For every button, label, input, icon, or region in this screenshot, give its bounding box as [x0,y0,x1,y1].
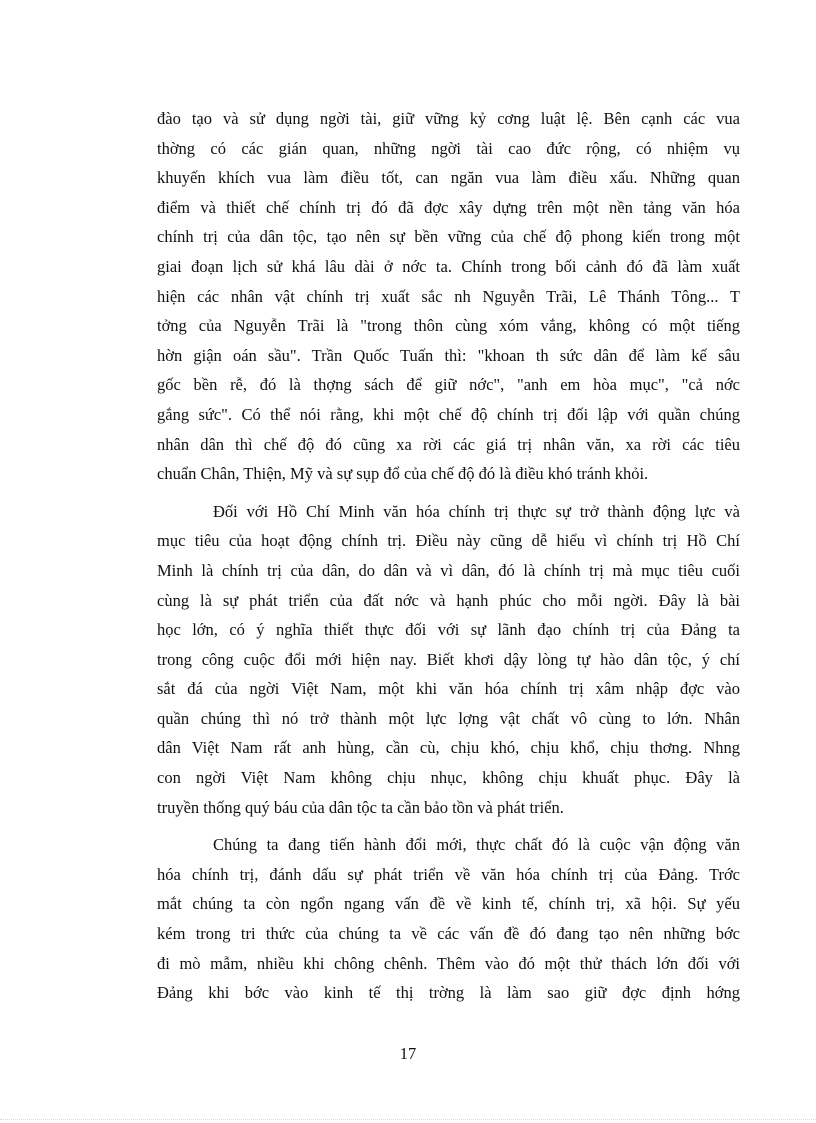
text-line: đào tạo và sử dụng ngời tài, giữ vững kỷ cơng luật lệ. Bên cạnh các vua [157,109,740,128]
text-line: giai đoạn lịch sử khá lâu dài ở nớc ta. Chính trong bối cảnh đó đã làm xuất [157,256,740,276]
text-line: kém trong tri thức của chúng ta về các vấn đề đó đang tạo nên những bớc [157,924,740,944]
text-line: nhân dân thì chế độ đó cũng xa rời các giá trị nhân văn, xa rời các tiêu [157,434,740,454]
text-line: dân Việt Nam rất anh hùng, cần cù, chịu khó, chịu khổ, chịu thơng. Nhng [157,738,740,758]
page-bottom-rule [0,1119,816,1120]
text-line: Minh là chính trị của dân, do dân và vì dân, đó là chính trị mà mục tiêu cuối [157,560,740,580]
text-line: đi mò mẫm, nhiều khi chông chênh. Thêm vào đó một thử thách lớn đối với [157,953,740,973]
text-line: chuẩn Chân, Thiện, Mỹ và sự sụp đổ của chế độ đó là điều khó tránh khỏi. [157,464,649,484]
paragraph-2 [157,497,740,823]
text-line: điểm và thiết chế chính trị đó đã đợc xây dựng trên một nền tảng văn hóa [157,197,740,217]
text-line: Đối với Hồ Chí Minh văn hóa chính trị thực sự trở thành động lực và [213,501,740,521]
text-line: hờn giận oán sầu". Trần Quốc Tuấn thì: "khoan th sức dân để làm kế sâu [157,345,740,365]
body-text [157,104,740,1008]
text-line: truyền thống quý báu của dân tộc ta cần bảo tồn và phát triển. [157,797,564,817]
text-line: hiện các nhân vật chính trị xuất sắc nh Nguyễn Trãi, Lê Thánh Tông... T [157,286,740,306]
text-line: cùng là sự phát triển của đất nớc và hạnh phúc cho mỗi ngời. Đây là bài [157,590,740,610]
text-line: mắt chúng ta còn ngổn ngang vấn đề về kinh tế, chính trị, xã hội. Sự yếu [157,894,740,914]
text-line: thờng có các gián quan, những ngời tài cao đức rộng, có nhiệm vụ [157,138,740,158]
text-line: sắt đá của ngời Việt Nam, một khi văn hóa chính trị xâm nhập đợc vào [157,679,740,699]
text-line: Chúng ta đang tiến hành đổi mới, thực chất đó là cuộc vận động văn [213,835,740,855]
text-line: Đảng khi bớc vào kinh tế thị trờng là làm sao giữ đợc định hớng [157,983,740,1003]
paragraph-1 [157,104,740,489]
text-line: hóa chính trị, đánh dấu sự phát triển về văn hóa chính trị của Đảng. Trớc [157,864,740,884]
paragraph-3 [157,830,740,1008]
text-line: chính trị của dân tộc, tạo nên sự bền vững của chế độ phong kiến trong một [157,227,740,247]
text-line: gốc bền rễ, đó là thợng sách để giữ nớc", "anh em hòa mục", "cả nớc [157,375,740,395]
text-line: học lớn, có ý nghĩa thiết thực đối với sự lãnh đạo chính trị của Đảng ta [157,620,740,640]
page-number: 17 [399,1044,417,1063]
text-line: khuyến khích vua làm điều tốt, can ngăn vua làm điều xấu. Những quan [157,168,740,188]
text-line: tởng của Nguyễn Trãi là "trong thôn cùng xóm vắng, không có một tiếng [157,316,740,336]
text-line: gắng sức". Có thể nói rằng, khi một chế độ chính trị đối lập với quần chúng [157,404,740,424]
text-line: mục tiêu của hoạt động chính trị. Điều này cũng dễ hiểu vì chính trị Hồ Chí [157,531,740,551]
text-line: con ngời Việt Nam không chịu nhục, không chịu khuất phục. Đây là [157,768,740,788]
text-line: trong công cuộc đổi mới hiện nay. Biết khơi dậy lòng tự hào dân tộc, ý chí [157,649,740,669]
text-line: quần chúng thì nó trở thành một lực lợng vật chất vô cùng to lớn. Nhân [157,708,740,728]
